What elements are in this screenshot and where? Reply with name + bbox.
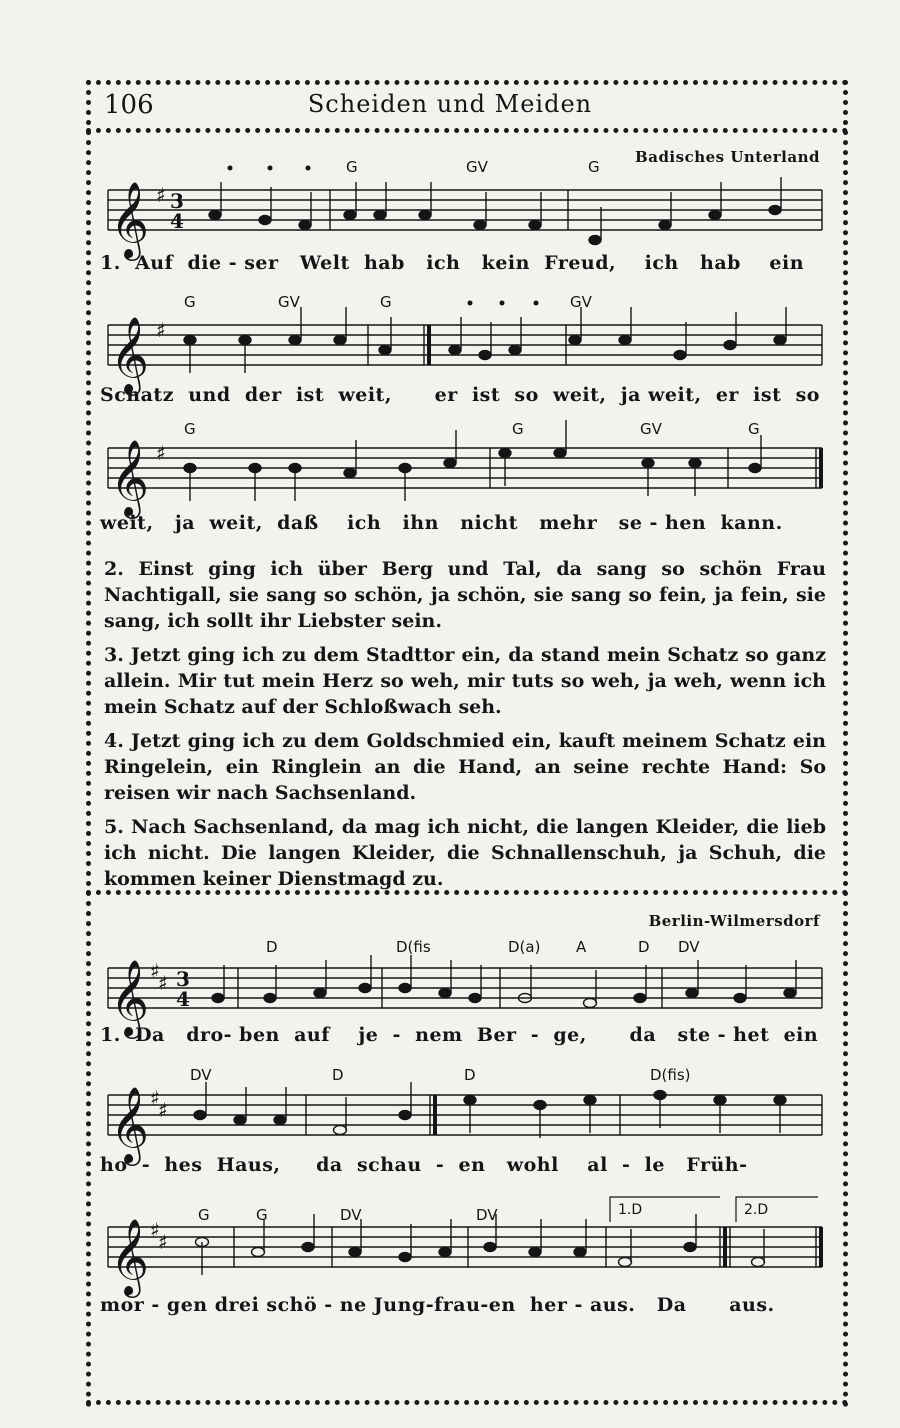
notes xyxy=(184,307,786,373)
chord-label: DV xyxy=(340,1206,362,1224)
dots xyxy=(468,301,539,306)
top-dotted-rule xyxy=(86,80,848,85)
time-signature-denominator: 4 xyxy=(170,209,184,233)
notes xyxy=(212,955,796,1008)
chord-label: G xyxy=(184,420,196,438)
chord-label: D(fis) xyxy=(650,1066,691,1084)
staff-lines xyxy=(108,448,822,488)
volta-2-label: 2.D xyxy=(744,1202,769,1218)
chord-label: G xyxy=(512,420,524,438)
song2-lyrics-line-3: mor - gen drei schö - ne Jung-frau-en her - aus. Da aus. xyxy=(100,1294,775,1316)
chord-label: GV xyxy=(640,420,662,438)
time-signature-denominator: 4 xyxy=(176,987,190,1011)
song2-origin: Berlin-Wilmersdorf xyxy=(648,912,820,930)
treble-clef-icon: 𝄞 xyxy=(110,181,150,258)
header-dotted-rule xyxy=(86,128,848,133)
sharp-icon: ♯ xyxy=(156,441,166,465)
bottom-dotted-rule xyxy=(86,1400,848,1405)
chord-label: DV xyxy=(476,1206,498,1224)
time-signature-numerator: 3 xyxy=(176,967,190,991)
treble-clef-icon: 𝄞 xyxy=(110,959,150,1036)
treble-clef-icon: 𝄞 xyxy=(110,316,150,393)
song1-staff-1 xyxy=(100,150,830,260)
sharp-icon: ♯ xyxy=(158,1230,168,1254)
chord-label: D(a) xyxy=(508,938,541,956)
sharp-icon: ♯ xyxy=(156,318,166,342)
sharp-icon: ♯ xyxy=(156,183,166,207)
notes xyxy=(184,420,761,501)
sharp-icon: ♯ xyxy=(150,959,160,983)
notes xyxy=(209,177,781,245)
page-title: Scheiden und Meiden xyxy=(307,90,593,118)
verse-2: 2. Einst ging ich über Berg und Tal, da sang so schön Frau Nachtigall, sie sang so schön, ja schön, sie sang so fein, ja fein, sie sang, ich sollt ihr Liebster sein. xyxy=(104,558,826,632)
chord-label: G xyxy=(588,158,600,176)
chord-label: DV xyxy=(190,1066,212,1084)
song1-lyrics-line-1: 1. Auf die - ser Welt hab ich kein Freud, ich hab ein xyxy=(100,252,805,274)
chord-label: D xyxy=(638,938,650,956)
chord-label: GV xyxy=(278,293,300,311)
volta-1-label: 1.D xyxy=(618,1202,643,1218)
page-number: 106 xyxy=(104,90,154,120)
time-signature-numerator: 3 xyxy=(170,189,184,213)
chord-label: A xyxy=(576,938,587,956)
chord-label: D xyxy=(464,1066,476,1084)
chord-label: G xyxy=(256,1206,268,1224)
chord-label: D xyxy=(332,1066,344,1084)
sharp-icon: ♯ xyxy=(158,971,168,995)
song1-verses xyxy=(104,556,826,900)
sharp-icon: ♯ xyxy=(158,1098,168,1122)
song2-lyrics-line-1: 1. Da dro- ben auf je - nem Ber - ge, da ste - het ein xyxy=(100,1024,819,1046)
song1-lyrics-line-3: weit, ja weit, daß ich ihn nicht mehr se - hen kann. xyxy=(100,512,783,534)
song2-lyrics-line-2: ho - hes Haus, da schau - en wohl al - le Früh- xyxy=(100,1154,748,1176)
verse-4: 4. Jetzt ging ich zu dem Goldschmied ein, kauft meinem Schatz ein Ringelein, ein Ringlein an die Hand, an seine rechte Hand: So reisen wir nach Sachsenland. xyxy=(104,730,826,804)
staff-lines xyxy=(108,1227,822,1267)
chord-label: G xyxy=(184,293,196,311)
verse-3: 3. Jetzt ging ich zu dem Stadttor ein, da stand mein Schatz so ganz allein. Mir tut mein Herz so weh, mir tuts so weh, ja weh, wenn ich mein Schatz auf der Schloßwach seh. xyxy=(104,644,826,718)
chord-label: GV xyxy=(570,293,592,311)
dots xyxy=(228,166,311,171)
sharp-icon: ♯ xyxy=(150,1218,160,1242)
chord-label: D(fis xyxy=(396,938,431,956)
treble-clef-icon: 𝄞 xyxy=(110,439,150,516)
chord-label: GV xyxy=(466,158,488,176)
chord-label: D xyxy=(266,938,278,956)
staff-lines xyxy=(108,325,822,365)
song2-staff-3 xyxy=(100,1192,830,1295)
chord-label: G xyxy=(198,1206,210,1224)
song1-staff-2 xyxy=(100,285,830,395)
song1-origin: Badisches Unterland xyxy=(635,148,820,166)
song2-staff-2 xyxy=(100,1060,830,1163)
treble-clef-icon: 𝄞 xyxy=(110,1086,150,1163)
chord-label: DV xyxy=(678,938,700,956)
song1-lyrics-line-2: Schatz und der ist weit, er ist so weit, ja weit, er ist so xyxy=(100,384,820,406)
chord-label: G xyxy=(748,420,760,438)
chord-label: G xyxy=(380,293,392,311)
chord-label: G xyxy=(346,158,358,176)
notes xyxy=(194,1082,786,1138)
verse-5: 5. Nach Sachsenland, da mag ich nicht, die langen Kleider, die lieb ich nicht. Die langen Kleider, die Schnallenschuh, ja Schuh, die kommen keiner Dienstmagd zu. xyxy=(104,816,826,890)
treble-clef-icon: 𝄞 xyxy=(110,1218,150,1295)
sharp-icon: ♯ xyxy=(150,1086,160,1110)
